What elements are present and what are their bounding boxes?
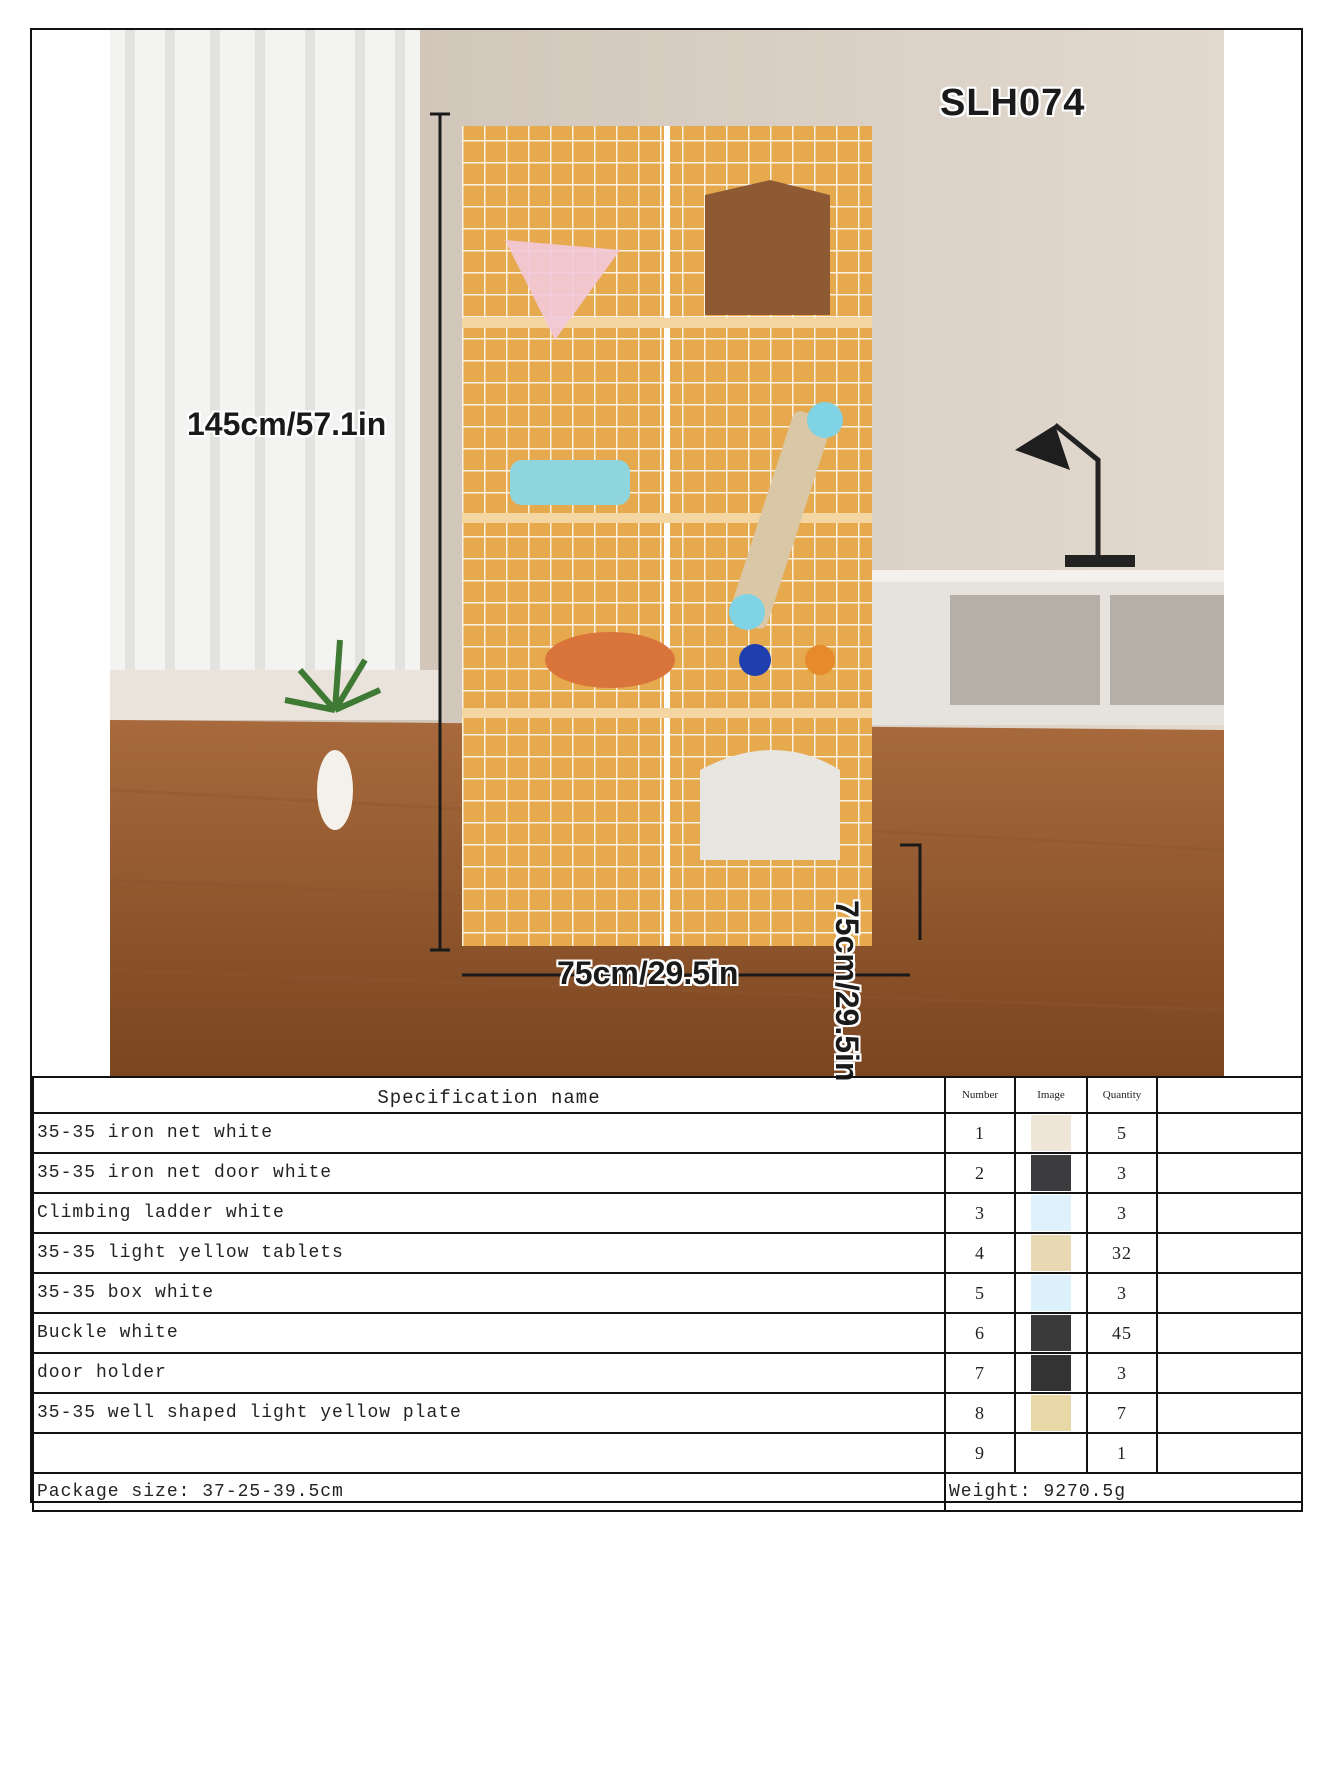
header-empty [1157,1077,1302,1113]
mesh-grid-icon [1031,1115,1071,1151]
spec-sheet [30,28,1303,1503]
spec-name-cell: 35-35 well shaped light yellow plate [33,1393,945,1433]
table-row [33,1353,1302,1393]
spec-number-cell: 3 [945,1193,1015,1233]
spec-image-cell [1015,1193,1087,1233]
spec-number-cell: 6 [945,1313,1015,1353]
table-row [33,1433,1302,1473]
model-number: SLH074 [940,82,1086,124]
spec-number-cell: 2 [945,1153,1015,1193]
spec-number-cell: 4 [945,1233,1015,1273]
spec-name-cell: 35-35 iron net white [33,1113,945,1153]
spec-image-cell [1015,1233,1087,1273]
spec-image-cell [1015,1153,1087,1193]
spec-quantity-cell: 3 [1087,1153,1157,1193]
box-icon [1031,1275,1071,1311]
spec-empty-cell [1157,1393,1302,1433]
table-row [33,1153,1302,1193]
spec-name-cell [33,1433,945,1473]
spec-quantity-cell: 7 [1087,1393,1157,1433]
spec-quantity-cell: 3 [1087,1353,1157,1393]
spec-name-cell: Climbing ladder white [33,1193,945,1233]
spec-quantity-cell: 45 [1087,1313,1157,1353]
spec-empty-cell [1157,1193,1302,1233]
table-row [33,1233,1302,1273]
header-number: Number [945,1077,1015,1113]
product-photo [110,30,1224,1076]
spec-quantity-cell: 3 [1087,1193,1157,1233]
table-header-row [33,1077,1302,1113]
spec-image-cell [1015,1353,1087,1393]
spec-empty-cell [1157,1273,1302,1313]
cat-cage-illustration [110,30,1224,1076]
weight: Weight: 9270.5g [945,1473,1302,1511]
spec-empty-cell [1157,1313,1302,1353]
header-quantity: Quantity [1087,1077,1157,1113]
spec-number-cell: 5 [945,1273,1015,1313]
plate-icon [1031,1395,1071,1431]
spec-quantity-cell: 32 [1087,1233,1157,1273]
spec-number-cell: 9 [945,1433,1015,1473]
spec-name-cell: 35-35 iron net door white [33,1153,945,1193]
spec-quantity-cell: 5 [1087,1113,1157,1153]
spec-number-cell: 8 [945,1393,1015,1433]
header-spec-name: Specification name [33,1077,945,1113]
spec-empty-cell [1157,1113,1302,1153]
spec-name-cell: 35-35 light yellow tablets [33,1233,945,1273]
table-row [33,1193,1302,1233]
spec-name-cell: Buckle white [33,1313,945,1353]
spec-image-cell [1015,1273,1087,1313]
table-row [33,1273,1302,1313]
ladder-icon [1031,1195,1071,1231]
spec-image-cell [1015,1393,1087,1433]
table-row [33,1313,1302,1353]
table-body [33,1113,1302,1473]
table-row [33,1393,1302,1433]
spec-image-cell [1015,1113,1087,1153]
specification-table [32,1076,1303,1512]
spec-number-cell: 7 [945,1353,1015,1393]
height-dimension: 145cm/57.1in [187,406,387,442]
depth-dimension: 75cm/29.5in [829,900,865,1082]
spec-number-cell: 1 [945,1113,1015,1153]
spec-name-cell: 35-35 box white [33,1273,945,1313]
spec-empty-cell [1157,1433,1302,1473]
buckle-icon [1031,1315,1071,1351]
package-size: Package size: 37-25-39.5cm [33,1473,945,1511]
spec-quantity-cell: 1 [1087,1433,1157,1473]
width-dimension: 75cm/29.5in [557,955,739,991]
table-footer-row [33,1473,1302,1511]
board-icon [1031,1235,1071,1271]
table-row [33,1113,1302,1153]
spec-empty-cell [1157,1353,1302,1393]
spec-image-cell [1015,1313,1087,1353]
spec-quantity-cell: 3 [1087,1273,1157,1313]
spec-empty-cell [1157,1153,1302,1193]
spec-image-cell [1015,1433,1087,1473]
door-holder-icon [1031,1355,1071,1391]
header-image: Image [1015,1077,1087,1113]
door-panel-icon [1031,1155,1071,1191]
spec-empty-cell [1157,1233,1302,1273]
spec-name-cell: door holder [33,1353,945,1393]
